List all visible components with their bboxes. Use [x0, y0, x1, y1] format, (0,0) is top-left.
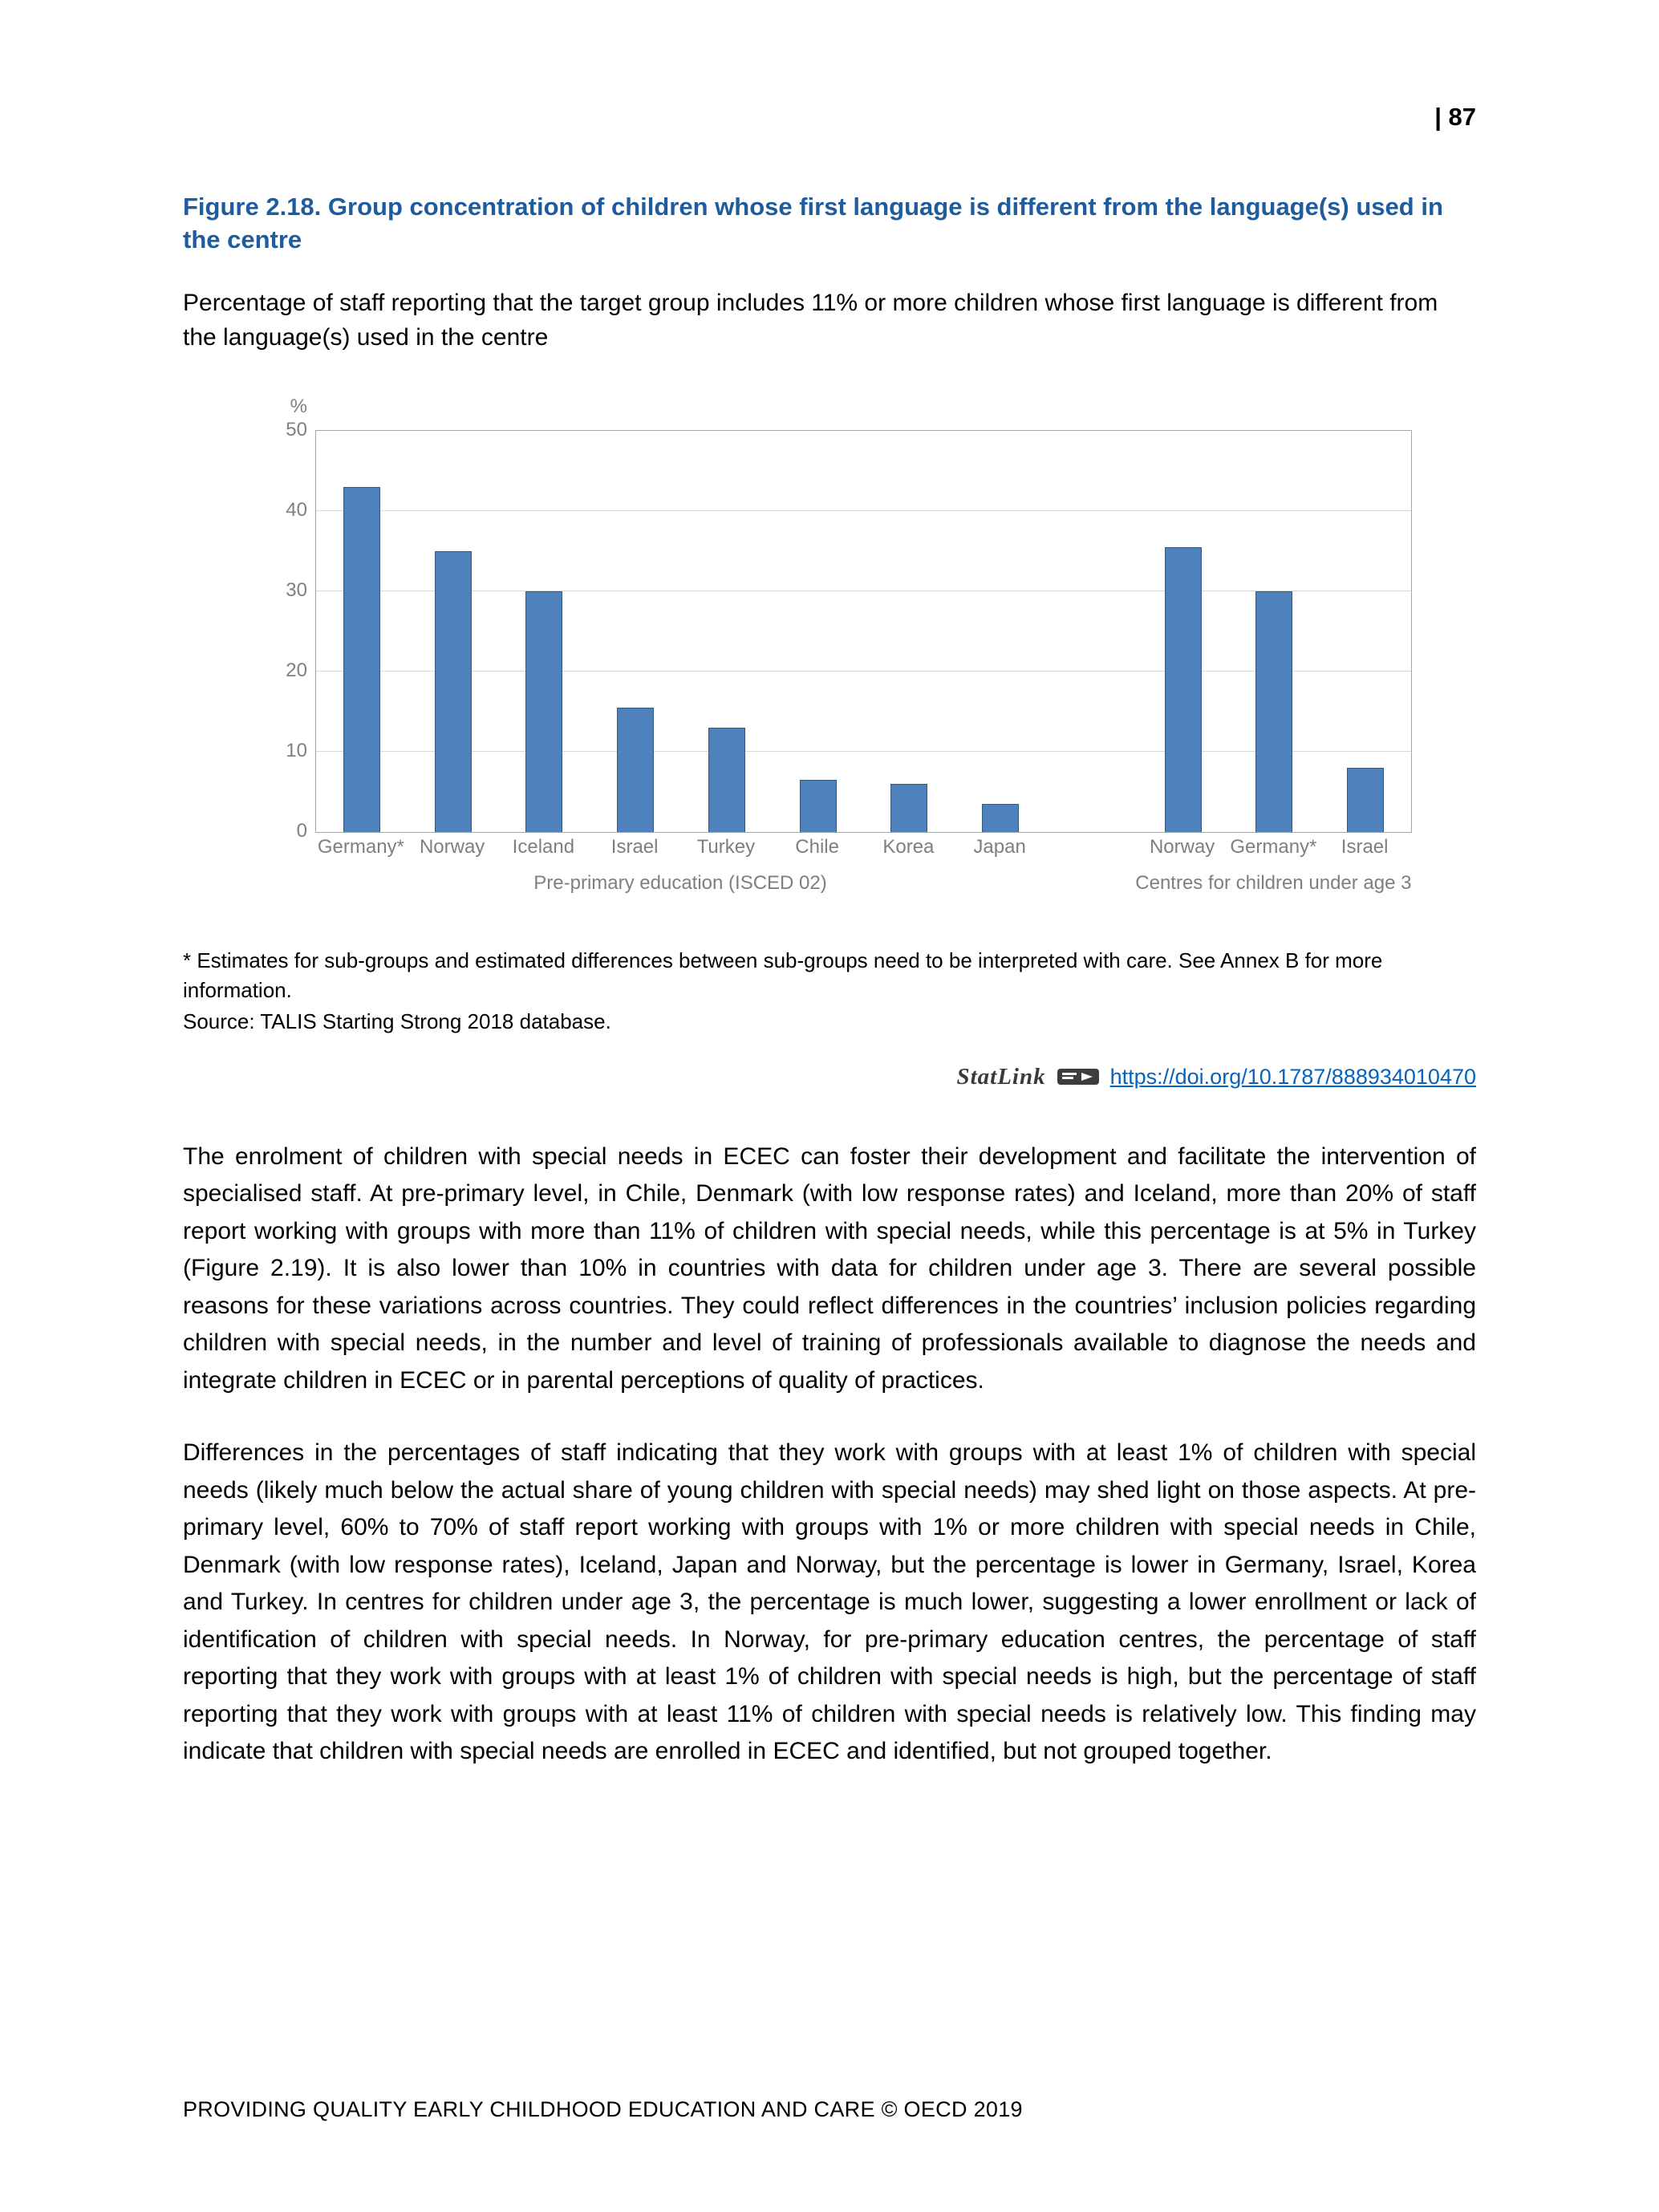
chart-group-labels: [315, 871, 1412, 901]
bar-turkey-4: [708, 728, 745, 832]
x-axis-label: Turkey: [696, 835, 756, 858]
body-paragraph-2: Differences in the percentages of staff indicating that they work with groups with at least 1% of children with special needs (likely much below the actual share of young children with special needs) may shed light on those aspects. At pre-primary level, 60% to 70% of staff report working with groups with 1% or more children with special needs in Chile, Denmark (with low response rates), Iceland, Japan and Norway, but the percentage is lower in Germany, Israel, Korea and Turkey. In centres for children under age 3, the percentage is much lower, suggesting a lower enrollment or lack of identification of children with special needs. In Norway, for pre-primary education centres, the percentage of staff reporting that they work with groups with at least 1% of children with special needs is high, but the percentage of staff reporting that they work with groups with at least 11% of children with special needs is relatively low. This finding may indicate that children with special needs are enrolled in ECEC and identified, but not grouped together.: [183, 1439, 1476, 1765]
bar-korea-6: [890, 784, 927, 832]
bar-chile-5: [800, 780, 837, 832]
bar-norway-9: [1165, 547, 1202, 832]
y-tick-label: 40: [286, 498, 307, 521]
y-tick-label: 30: [286, 578, 307, 601]
x-axis-label: Chile: [795, 835, 839, 858]
chart: [263, 394, 1412, 914]
gridline: [316, 510, 1411, 511]
bar-germany-10: [1255, 591, 1292, 832]
page-footer: PROVIDING QUALITY EARLY CHILDHOOD EDUCATION AND CARE © OECD 2019: [183, 2097, 1023, 2121]
x-axis-label: Israel: [610, 835, 659, 858]
chart-y-ticks: [263, 418, 307, 842]
gridline: [316, 751, 1411, 752]
page-number: | 87: [1434, 103, 1476, 131]
bar-norway-1: [435, 551, 472, 832]
x-axis-label: Norway: [419, 835, 485, 858]
y-tick-label: 0: [296, 819, 307, 842]
bar-germany-0: [343, 487, 380, 832]
x-axis-label: Norway: [1149, 835, 1215, 858]
bar-israel-11: [1347, 768, 1384, 832]
gridline: [316, 671, 1411, 672]
x-axis-label: Japan: [973, 835, 1026, 858]
bar-iceland-2: [525, 591, 562, 832]
statlink-icon: [1057, 1066, 1099, 1087]
y-tick-label: 50: [286, 418, 307, 440]
statlink-label: StatLink: [956, 1063, 1046, 1090]
figure-source: Source: TALIS Starting Strong 2018 database.: [183, 1009, 611, 1033]
statlink-url[interactable]: https://doi.org/10.1787/888934010470: [1109, 1064, 1476, 1089]
x-axis-label: Korea: [882, 835, 935, 858]
figure-title: Figure 2.18. Group concentration of children whose first language is different from the language(s) used in the centre: [183, 193, 1443, 254]
figure-subtitle: Percentage of staff reporting that the target group includes 11% or more children whose first language is different from the language(s) used in the centre: [183, 289, 1438, 351]
chart-x-labels: [315, 835, 1410, 865]
chart-plot: [315, 430, 1412, 833]
bar-japan-7: [982, 804, 1019, 832]
body-paragraph-1: The enrolment of children with special needs in ECEC can foster their development and facilitate the intervention of specialised staff. At pre-primary level, in Chile, Denmark (with low response rates) and Iceland, more than 20% of staff report working with groups with more than 11% of children with special needs, while this percentage is at 5% in Turkey (Figure 2.19). It is also lower than 10% in countries with data for children under age 3. There are several possible reasons for these variations across countries. They could reflect differences in the countries’ inclusion policies regarding children with special needs, in the number and level of training of professionals available to diagnose the needs and integrate children in ECEC or in parental perceptions of quality of practices.: [183, 1143, 1476, 1394]
y-axis-title: %: [290, 395, 307, 417]
figure-footnote: * Estimates for sub-groups and estimated differences between sub-groups need to be interpreted with care. See Annex B for more information.: [183, 948, 1383, 1002]
axis-group-label: Centres for children under age 3: [1135, 871, 1412, 894]
x-axis-label: Israel: [1341, 835, 1389, 858]
statlink-row: [183, 1064, 1476, 1090]
y-tick-label: 20: [286, 659, 307, 681]
x-axis-label: Iceland: [512, 835, 575, 858]
axis-group-label: Pre-primary education (ISCED 02): [533, 871, 827, 894]
x-axis-label: Germany*: [317, 835, 404, 858]
y-tick-label: 10: [286, 739, 307, 761]
x-axis-label: Germany*: [1230, 835, 1317, 858]
bar-israel-3: [617, 708, 654, 832]
